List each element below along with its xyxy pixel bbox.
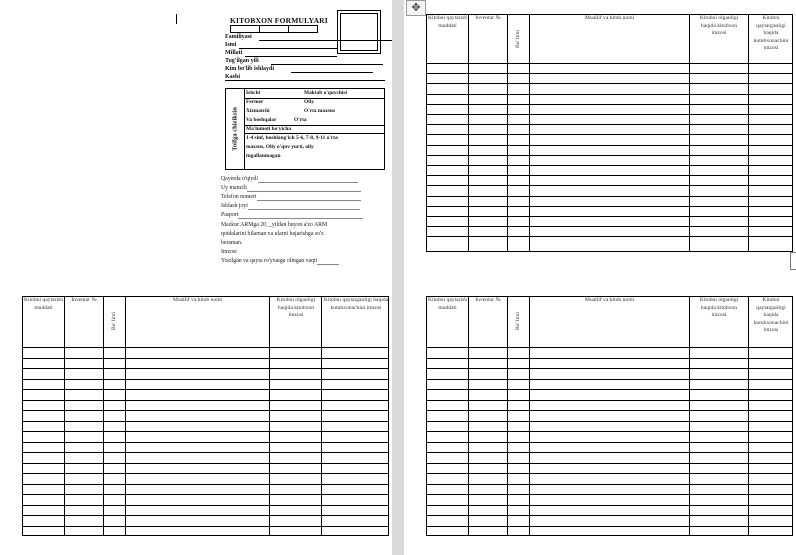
- header-inventar: Inventar №: [475, 15, 501, 21]
- ledger-row-line: [23, 379, 388, 380]
- ledger-table-right-bottom: [426, 296, 793, 536]
- ledger-row-line: [427, 515, 792, 516]
- ledger-row-line: [427, 185, 792, 186]
- ledger-row-line: [23, 473, 388, 474]
- occupation-row-2: Fermer Oliy: [246, 99, 314, 105]
- header-olinganligi: Kitobni olganligi haqida kitobxon imzosi: [699, 297, 739, 319]
- header-muallif: Muallif va kitob nomi: [584, 297, 635, 303]
- header-qaytarish-muddati: Kitobni qaytarish muddati: [428, 15, 467, 29]
- ledger-row-line: [427, 114, 792, 115]
- photo-box: [337, 10, 381, 54]
- field-label: Familiyasi: [225, 34, 252, 40]
- detail-pasport[interactable]: Pasport: [221, 212, 363, 219]
- occupation-row-8: tugallanmagan: [246, 153, 281, 159]
- ledger-row-line: [23, 431, 388, 432]
- ledger-row-line: [23, 358, 388, 359]
- field-label: Ismi: [225, 42, 237, 48]
- ledger-row-line: [23, 505, 388, 506]
- ledger-row-line: [427, 206, 792, 207]
- ledger-row-line: [427, 389, 792, 390]
- ledger-row-line: [23, 463, 388, 464]
- detail-imzosi: Imzosi: [221, 249, 237, 255]
- ledger-row-line: [23, 410, 388, 411]
- form-title: KITOBXON FORMULYARI: [230, 16, 328, 25]
- ledger-row-line: [427, 104, 792, 105]
- occupation-row-4: Va boshqalar O'rta: [246, 117, 307, 123]
- ledger-row-line: [23, 442, 388, 443]
- ledger-row-line: [427, 431, 792, 432]
- field-label: Millati: [225, 50, 243, 56]
- ledger-row-line: [23, 452, 388, 453]
- ledger-row-line: [427, 73, 792, 74]
- ledger-row-line: [427, 452, 792, 453]
- ledger-row-line: [427, 463, 792, 464]
- ledger-row-line: [427, 442, 792, 443]
- ledger-row-line: [23, 484, 388, 485]
- detail-agreement-1: Mazkur ARMga 20__yildan buyon a'zo ARM: [221, 222, 328, 228]
- header-qaytarganligi: Kitobni qaytarganligi haqida kutubxonachini imzosi: [323, 297, 389, 311]
- ledger-row-line: [427, 400, 792, 401]
- text-cursor: [176, 14, 177, 24]
- ledger-row-line: [427, 83, 792, 84]
- ledger-row-line: [427, 226, 792, 227]
- header-bolim: Bo' limi: [111, 312, 117, 330]
- header-qaytarish-muddati: Kitobni qaytarish muddati: [428, 297, 467, 311]
- ledger-row-line: [427, 526, 792, 527]
- ledger-row-line: [427, 63, 792, 64]
- page-right: [404, 0, 796, 555]
- page-left: [0, 0, 392, 555]
- ledger-row-line: [427, 379, 792, 380]
- detail-uy-manzili[interactable]: Uy manzili: [221, 185, 361, 192]
- field-kasbi[interactable]: [225, 74, 385, 81]
- ledger-row-line: [427, 410, 792, 411]
- detail-telefon-nomeri[interactable]: Telefon nomeri: [221, 194, 361, 201]
- detail-yozilgan[interactable]: Yozilgan va qayta ro'yxatga olingan vaqti: [221, 258, 339, 265]
- ledger-row-line: [23, 347, 388, 348]
- ledger-row-line: [23, 389, 388, 390]
- page-gutter: [392, 0, 404, 555]
- detail-ishlash-joyi[interactable]: Ishlash joyi: [221, 203, 360, 210]
- header-olinganligi: Kitobni olganligi haqida kitobxon imzosi: [276, 297, 316, 319]
- ledger-row-line: [427, 124, 792, 125]
- ledger-row-line: [427, 236, 792, 237]
- header-olinganligi: Kitobni olganligi haqida kitobxon imzosi: [699, 15, 739, 37]
- header-qaytarganligi: Kitobni qaytarganligi haqida kutubxonachini imzosi: [753, 297, 789, 334]
- ledger-row-line: [427, 155, 792, 156]
- text-wrap-boundary-marker: [790, 252, 796, 270]
- header-bolim: Bo' limi: [515, 30, 521, 48]
- ledger-table-left: [22, 296, 389, 536]
- ledger-row-line: [427, 175, 792, 176]
- ledger-row-line: [23, 400, 388, 401]
- ledger-row-line: [427, 134, 792, 135]
- ledger-row-line: [427, 216, 792, 217]
- header-muallif: Muallif va kitob nomi: [172, 297, 223, 303]
- ledger-row-line: [427, 368, 792, 369]
- detail-agreement-2: qoidalarini bilaman va ularni bajarishga so'z: [221, 231, 324, 237]
- occupation-vertical-label: Toifga chiziksin: [231, 107, 239, 151]
- ledger-row-line: [427, 145, 792, 146]
- ledger-row-line: [427, 94, 792, 95]
- occupation-row-6: 1-4 sinf, boshlang'ich 5-6, 7-8, 9-11 o'rta: [246, 135, 338, 141]
- field-ismi[interactable]: [225, 42, 337, 49]
- ledger-row-line: [23, 526, 388, 527]
- occupation-row-7: maxsus, Oliy o'quv yurti, oliy: [246, 144, 314, 150]
- ledger-row-line: [427, 473, 792, 474]
- field-tugilgan-yili[interactable]: [225, 58, 383, 65]
- ledger-row-line: [23, 421, 388, 422]
- header-qaytarganligi: Kitobni qaytarganligi haqida kutubxonachini imzosi: [753, 15, 789, 52]
- detail-agreement-3: beraman.: [221, 240, 243, 246]
- table-move-handle-icon[interactable]: ✥: [406, 0, 426, 16]
- field-label: Kim bo'lib ishlaydi: [225, 66, 275, 72]
- header-inventar: Inventar №: [475, 297, 501, 303]
- ledger-row-line: [427, 484, 792, 485]
- ledger-table-right-top: [426, 14, 793, 252]
- header-qaytarish-muddati: Kitobni qaytarish muddati: [24, 297, 63, 311]
- detail-qayerda-oqiydi[interactable]: Qayerda o'qiydi: [221, 176, 358, 183]
- field-millati[interactable]: [225, 50, 337, 57]
- ledger-row-line: [427, 421, 792, 422]
- occupation-row-3: Xizmatchi O'rta maxsus: [246, 108, 335, 114]
- ledger-row-line: [23, 368, 388, 369]
- header-inventar: Inventar №: [71, 297, 97, 303]
- ledger-row-line: [427, 494, 792, 495]
- ledger-row-line: [23, 515, 388, 516]
- field-familiyasi[interactable]: [225, 34, 252, 41]
- ledger-row-line: [23, 494, 388, 495]
- ledger-row-line: [427, 196, 792, 197]
- field-label: Kasbi: [225, 74, 241, 80]
- ledger-row-line: [427, 358, 792, 359]
- header-muallif: Muallif va kitob nomi: [584, 15, 635, 21]
- occupation-box: [225, 88, 385, 170]
- occupation-row-5: Ma'lumoti bo'yicha: [246, 126, 292, 132]
- header-bolim: Bo' limi: [515, 312, 521, 330]
- occupation-row-1: Ishchi Maktab o'quvchisi: [246, 90, 347, 96]
- ledger-row-line: [427, 165, 792, 166]
- ledger-row-line: [427, 505, 792, 506]
- code-boxes[interactable]: [230, 25, 317, 33]
- ledger-row-line: [427, 347, 792, 348]
- field-kim-bolib-ishlaydi[interactable]: [225, 66, 373, 73]
- field-label: Tug'ilgan yili: [225, 58, 259, 64]
